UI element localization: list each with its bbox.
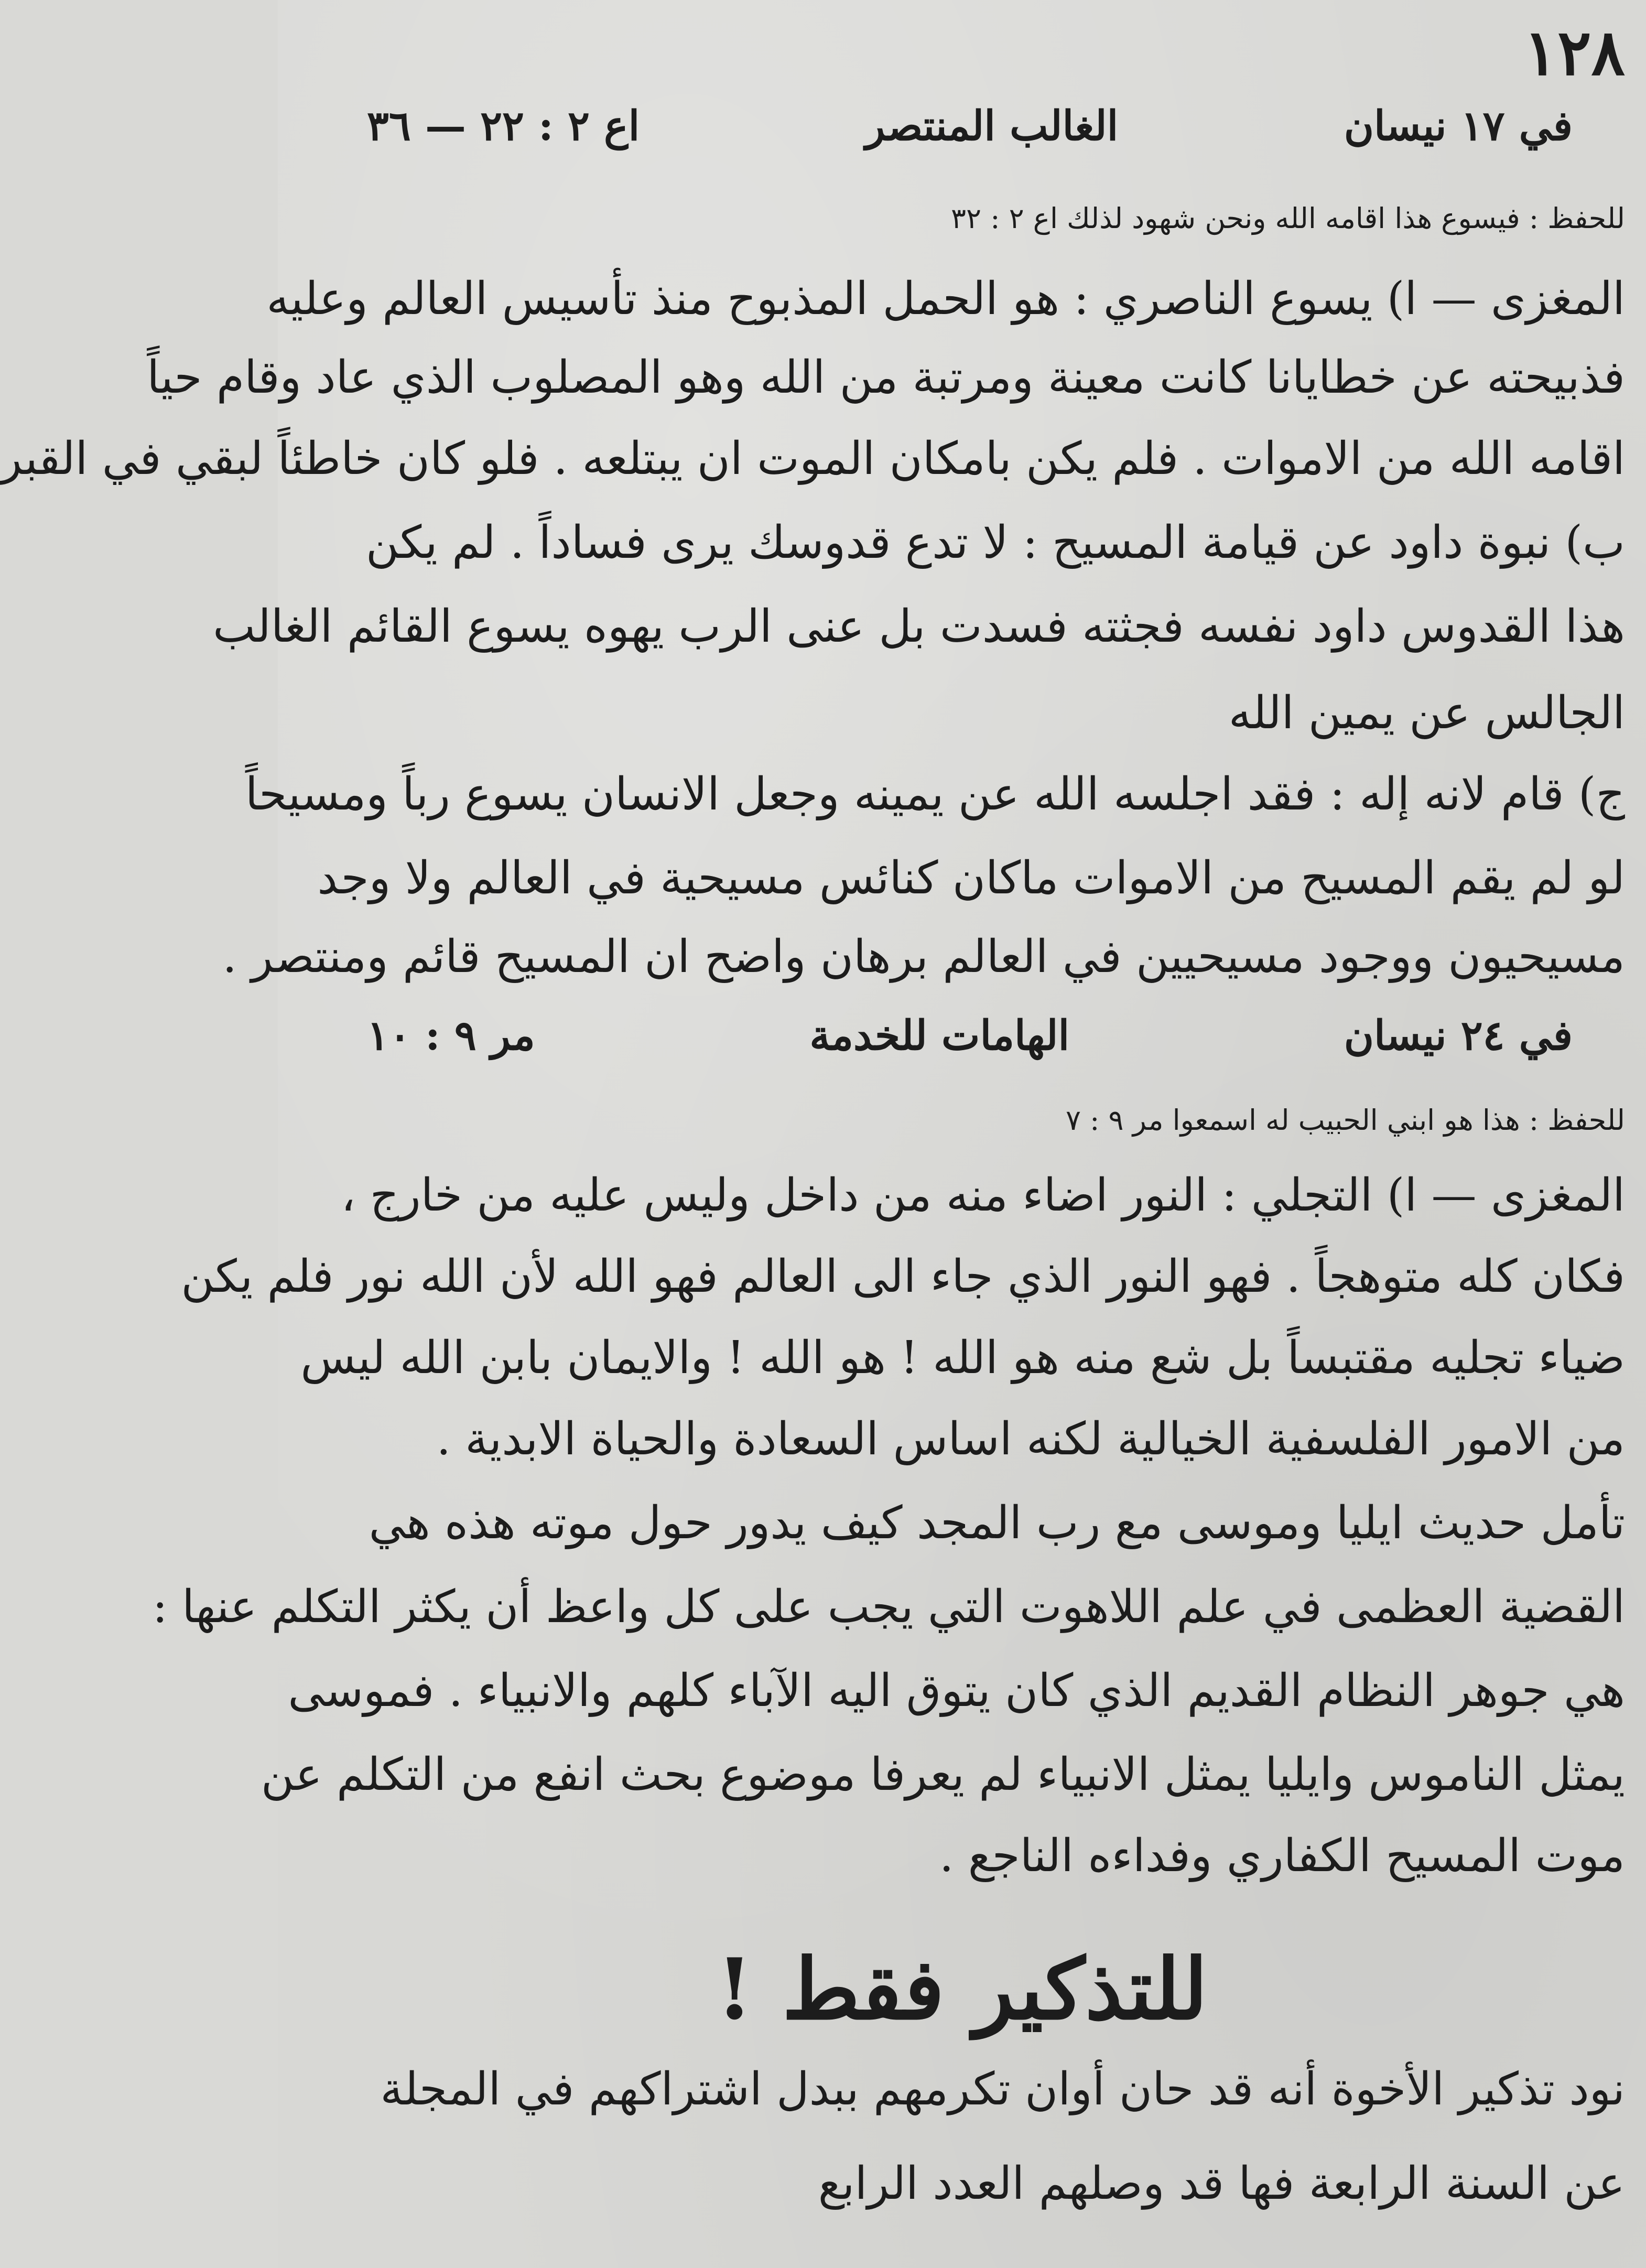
lesson2-header [367, 1004, 1573, 1067]
reminder-line: نود تذكير الأخوة أنه قد حان أوان تكرمهم ببدل اشتراكهم في المجلة [380, 2063, 1625, 2115]
lesson1-line: المغزى — ا) يسوع الناصري : هو الحمل المذبوح منذ تأسيس العالم وعليه [266, 273, 1625, 325]
lesson2-title: الهامات للخدمة [809, 1011, 1070, 1060]
lesson2-line: تأمل حديث ايليا وموسى مع رب المجد كيف يدور حول موته هذه هي [369, 1497, 1625, 1549]
lesson1-line: اقامه الله من الاموات . فلم يكن بامكان الموت ان يبتلعه . فلو كان خاطئاً لبقي في القبر [0, 433, 1625, 485]
lesson1-line: مسيحيون ووجود مسيحيين في العالم برهان واضح ان المسيح قائم ومنتصر . [222, 931, 1625, 983]
lesson1-line: ج) قام لانه إله : فقد اجلسه الله عن يمينه وجعل الانسان يسوع رباً ومسيحاً [245, 768, 1625, 820]
lesson2-reference: مر ٩ : ١٠ [367, 1011, 535, 1060]
lesson2-line: هي جوهر النظام القديم الذي كان يتوق اليه الآباء كلهم والانبياء . فموسى [288, 1665, 1625, 1717]
lesson1-date: في ١٧ نيسان [1344, 102, 1573, 150]
reminder-line: عن السنة الرابعة فها قد وصلهم العدد الرابع [818, 2157, 1625, 2210]
lesson1-line: ب) نبوة داود عن قيامة المسيح : لا تدع قدوسك يرى فساداً . لم يكن [365, 516, 1625, 569]
lesson1-header [367, 94, 1573, 157]
lesson1-title: الغالب المنتصر [865, 102, 1119, 150]
lesson2-line: ضياء تجليه مقتبساً بل شع منه هو الله ! هو الله ! والايمان بابن الله ليس [300, 1332, 1625, 1384]
lesson2-memory-verse: للحفظ : هذا هو ابني الحبيب له اسمعوا مر ٩ : ٧ [1065, 1104, 1625, 1137]
lesson2-line: من الامور الفلسفية الخيالية لكنه اساس السعادة والحياة الابدية . [436, 1413, 1625, 1465]
lesson1-line: هذا القدوس داود نفسه فجثته فسدت بل عنى الرب يهوه يسوع القائم الغالب [213, 600, 1625, 653]
lesson1-line: الجالس عن يمين الله [1228, 687, 1625, 739]
reminder-heading: للتذكير فقط ! [716, 1940, 1208, 2038]
page-number: ١٢٨ [1523, 16, 1625, 90]
lesson1-line: لو لم يقم المسيح من الاموات ماكان كنائس مسيحية في العالم ولا وجد [317, 852, 1625, 904]
lesson2-date: في ٢٤ نيسان [1344, 1011, 1573, 1060]
lesson1-reference: اع ٢ : ٢٢ — ٣٦ [367, 102, 640, 150]
lesson2-line: المغزى — ا) التجلي : النور اضاء منه من داخل وليس عليه من خارج ، [341, 1169, 1625, 1222]
lesson1-memory-verse: للحفظ : فيسوع هذا اقامه الله ونحن شهود لذلك اع ٢ : ٣٢ [951, 202, 1625, 235]
lesson2-line: موت المسيح الكفاري وفداءه الناجع . [939, 1830, 1625, 1882]
lesson1-line: فذبيحته عن خطايانا كانت معينة ومرتبة من الله وهو المصلوب الذي عاد وقام حياً [147, 351, 1625, 404]
lesson2-line: القضية العظمى في علم اللاهوت التي يجب على كل واعظ أن يكثر التكلم عنها : [152, 1581, 1625, 1633]
lesson2-line: يمثل الناموس وايليا يمثل الانبياء لم يعرفا موضوع بحث انفع من التكلم عن [261, 1748, 1625, 1801]
lesson2-line: فكان كله متوهجاً . فهو النور الذي جاء الى العالم فهو الله لأن الله نور فلم يكن [181, 1250, 1625, 1303]
